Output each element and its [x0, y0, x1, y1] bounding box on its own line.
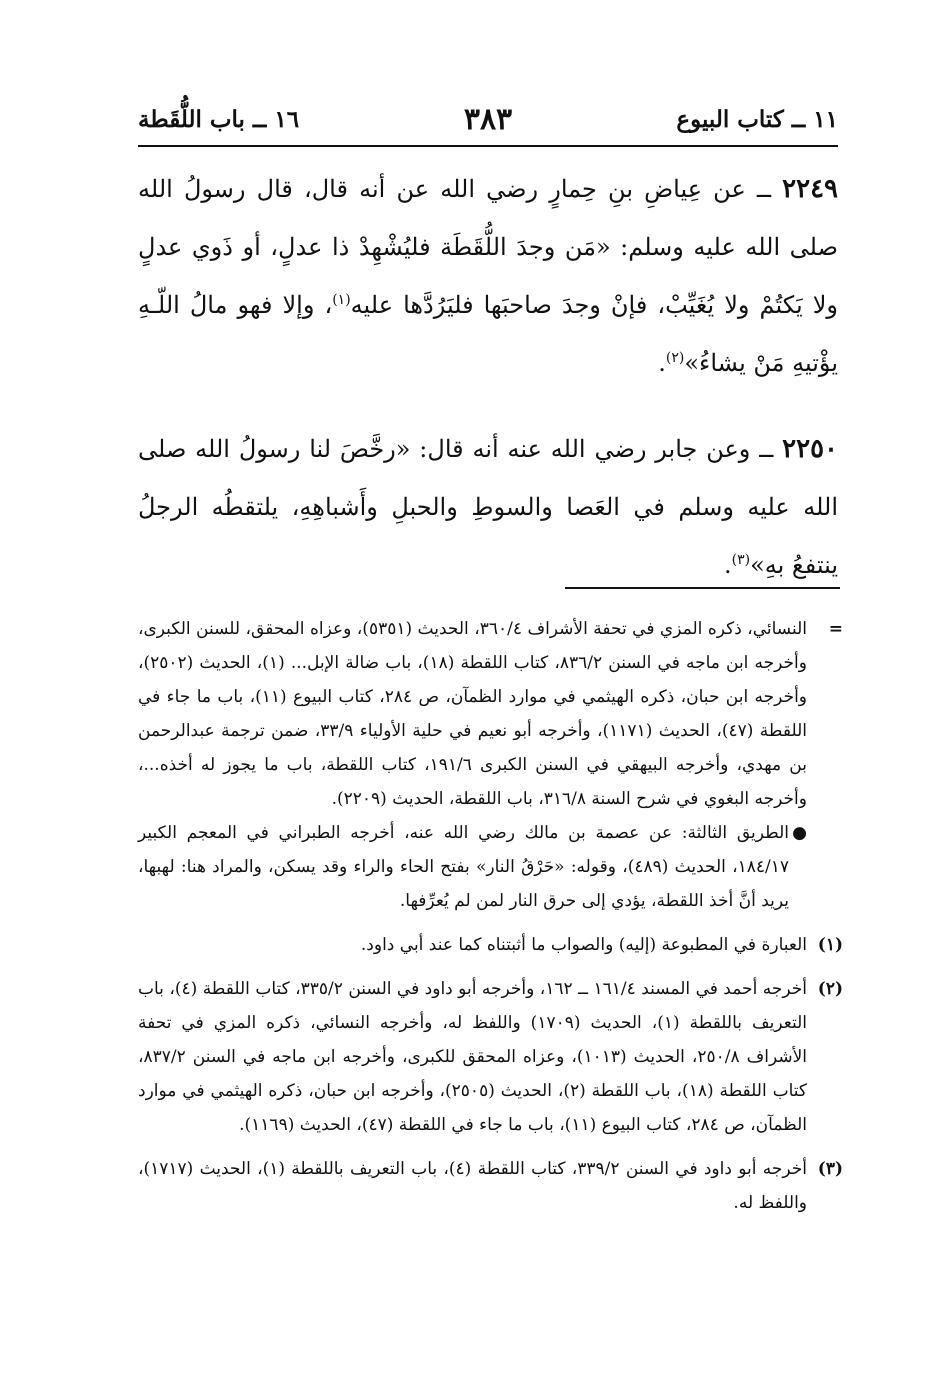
footnote-continuation — [138, 612, 843, 918]
header-chapter: ١١ ــ كتاب البيوع — [676, 106, 838, 133]
footnote-text: أخرجه أحمد في المسند ١٦١/٤ ــ ١٦٢، وأخرجه أبو داود في السنن ٣٣٥/٢، كتاب اللقطة (٤)، باب التعريف باللقطة (١)، الحديث (١٧٠٩) واللفظ له، وأخرجه النسائي، ذكره المزي في تحفة الأشراف ٢٥٠/٨، الحديث (١٠١٣)، وعزاه المحقق للكبرى، وأخرجه ابن ماجه في السنن ٨٣٧/٢، كتاب اللقطة (١٨)، باب اللقطة (٢)، الحديث (٢٥٠٥)، وأخرجه ابن حبان، ذكره الهيثمي في موارد الظمآن، ص ٢٨٤، كتاب البيوع (١١)، باب ما جاء في اللقطة (٤٧)، الحديث (١١٦٩). — [138, 979, 808, 1135]
footnote-text: النسائي، ذكره المزي في تحفة الأشراف ٣٦٠/٤، الحديث (٥٣٥١)، وعزاه المحقق، للسنن الكبرى، وأخرجه ابن ماجه في السنن ٨٣٦/٢، كتاب اللقطة (١٨)، باب ضالة الإبل... (١)، الحديث (٢٥٠٢)، وأخرجه ابن حبان، ذكره الهيثمي في موارد الظمآن، ص ٢٨٤، كتاب البيوع (١١)، باب ما جاء في اللقطة (٤٧)، الحديث (١١٧١)، وأخرجه أبو نعيم في حلية الأولياء ٣٣/٩، ضمن ترجمة عبدالرحمن بن مهدي، وأخرجه البيهقي في السنن الكبرى ١٩١/٦، كتاب اللقطة، باب ما يجوز له أخذه...، وأخرجه البغوي في شرح السنة ٣١٦/٨، باب اللقطة، الحديث (٢٢٠٩). — [138, 619, 808, 809]
hadith-text: ــ عن عِياضِ بنِ حِمارٍ رضي الله عن أنه قال، قال رسولُ الله صلى الله عليه وسلم: «مَن وجدَ اللُّقَطَة فليُشْهِدْ ذا عدلٍ، أو ذَوي عدلٍ ولا يَكتُمْ ولا يُغَيِّبْ، فإنْ وجدَ صاحبَها فليَرُدَّها عليه — [138, 175, 838, 319]
hadith-2250 — [138, 420, 838, 594]
footnote-text: أخرجه أبو داود في السنن ٣٣٩/٢، كتاب اللقطة (٤)، باب التعريف باللقطة (١)، الحديث (١٧١٧)، واللفظ له. — [138, 1159, 807, 1213]
main-text — [138, 160, 838, 594]
footnote-2 — [138, 972, 843, 1142]
running-header — [138, 102, 838, 142]
header-section: ١٦ ــ باب اللُّقَطة — [138, 106, 300, 133]
hadith-number: ٢٢٥٠ — [782, 434, 838, 464]
footnote-text: العبارة في المطبوعة (إليه) والصواب ما أثبتناه كما عند أبي داود. — [360, 935, 807, 955]
footnote-mark: (٣) — [817, 1159, 843, 1179]
footnote-mark: (١) — [817, 935, 843, 955]
footnote-bullet — [138, 816, 807, 918]
footnote-ref: (٢) — [665, 350, 685, 366]
footnote-ref: (١) — [332, 292, 351, 308]
footnote-text: الطريق الثالثة: عن عصمة بن مالك رضي الله عنه، أخرجه الطبراني في المعجم الكبير ١٨٤/١٧، الحديث (٤٨٩)، وقوله: «حَرْقُ النار» بفتح الحاء والراء وقد يسكن، والمراد هنا: لهبها، يريد أنَّ أخذ اللقطة، يؤدي إلى حرق النار لمن لم يُعرِّفها. — [138, 823, 790, 911]
page-number: ٣٨٣ — [463, 102, 513, 137]
hadith-text: ــ وعن جابر رضي الله عنه أنه قال: «رخَّصَ لنا رسولُ الله صلى الله عليه وسلم في العَصا والسوطِ والحبلِ وأَشباهِهِ، يلتقطُه الرجلُ ينتفعُ بهِ» — [138, 435, 838, 579]
hadith-text: ، وإلا فهو مالُ اللّـهِ يؤْتيهِ مَنْ يشاءُ» — [138, 291, 838, 377]
hadith-end: . — [658, 349, 666, 377]
footnote-1 — [138, 928, 843, 962]
footnote-mark: (٢) — [817, 979, 843, 999]
header-rule — [138, 145, 838, 147]
hadith-2249 — [138, 160, 838, 392]
hadith-end: . — [723, 551, 732, 579]
footnote-rule — [565, 587, 840, 589]
continuation-mark: = — [828, 619, 843, 639]
bullet-icon: ● — [792, 823, 807, 843]
footnotes — [138, 612, 843, 1230]
footnote-3 — [138, 1152, 843, 1220]
hadith-number: ٢٢٤٩ — [782, 174, 838, 204]
footnote-ref: (٣) — [731, 552, 751, 568]
